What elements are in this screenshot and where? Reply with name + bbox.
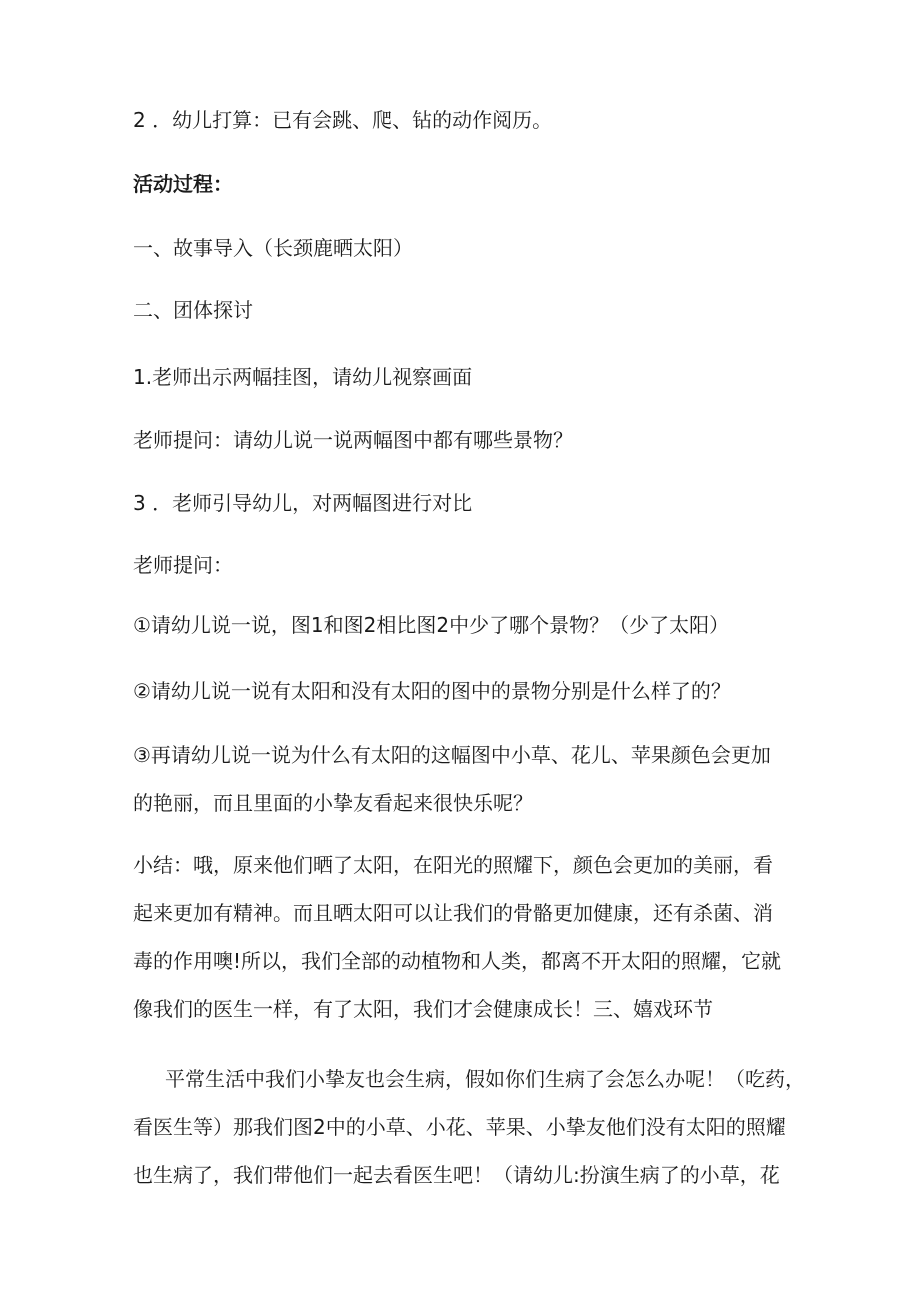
discussion-item-3: 3 ．老师引导幼儿，对两幅图进行对比 <box>133 491 473 515</box>
summary-line-1: 小结：哦，原来他们晒了太阳，在阳光的照耀下，颜色会更加的美丽，看 <box>133 853 773 877</box>
teacher-question-1: 老师提问：请幼儿说一说两幅图中都有哪些景物？ <box>133 428 573 452</box>
step-1-story-intro: 一、故事导入（长颈鹿晒太阳） <box>133 236 413 260</box>
section-heading-activity-process: 活动过程： <box>133 172 233 196</box>
teacher-question-label: 老师提问： <box>133 553 233 577</box>
question-circled-2: ②请幼儿说一说有太阳和没有太阳的图中的景物分别是什么样了的？ <box>133 679 731 703</box>
step-2-group-discussion: 二、团体探讨 <box>133 298 253 322</box>
question-circled-3-line-1: ③再请幼儿说一说为什么有太阳的这幅图中小草、花儿、苹果颜色会更加 <box>133 743 771 767</box>
game-paragraph-line-1: 平常生活中我们小挚友也会生病，假如你们生病了会怎么办呢！（吃药， <box>165 1067 805 1091</box>
summary-line-3: 毒的作用噢!所以，我们全部的动植物和人类，都离不开太阳的照耀，它就 <box>133 949 782 973</box>
summary-line-4: 像我们的医生一样，有了太阳，我们才会健康成长！三、嬉戏环节 <box>133 997 713 1021</box>
game-paragraph-line-2: 看医生等）那我们图2中的小草、小花、苹果、小挚友他们没有太阳的照耀 <box>133 1115 786 1139</box>
question-circled-1: ①请幼儿说一说，图1和图2相比图2中少了哪个景物？（少了太阳） <box>133 613 730 637</box>
game-paragraph-line-3: 也生病了，我们带他们一起去看医生吧！（请幼儿:扮演生病了的小草，花 <box>133 1163 780 1187</box>
question-circled-3-line-2: 的艳丽，而且里面的小挚友看起来很快乐呢？ <box>133 791 533 815</box>
prep-item-2: 2 ．幼儿打算：已有会跳、爬、钻的动作阅历。 <box>133 108 553 132</box>
discussion-item-1: 1.老师出示两幅挂图，请幼儿视察画面 <box>133 365 473 389</box>
summary-line-2: 起来更加有精神。而且晒太阳可以让我们的骨骼更加健康，还有杀菌、消 <box>133 901 773 925</box>
